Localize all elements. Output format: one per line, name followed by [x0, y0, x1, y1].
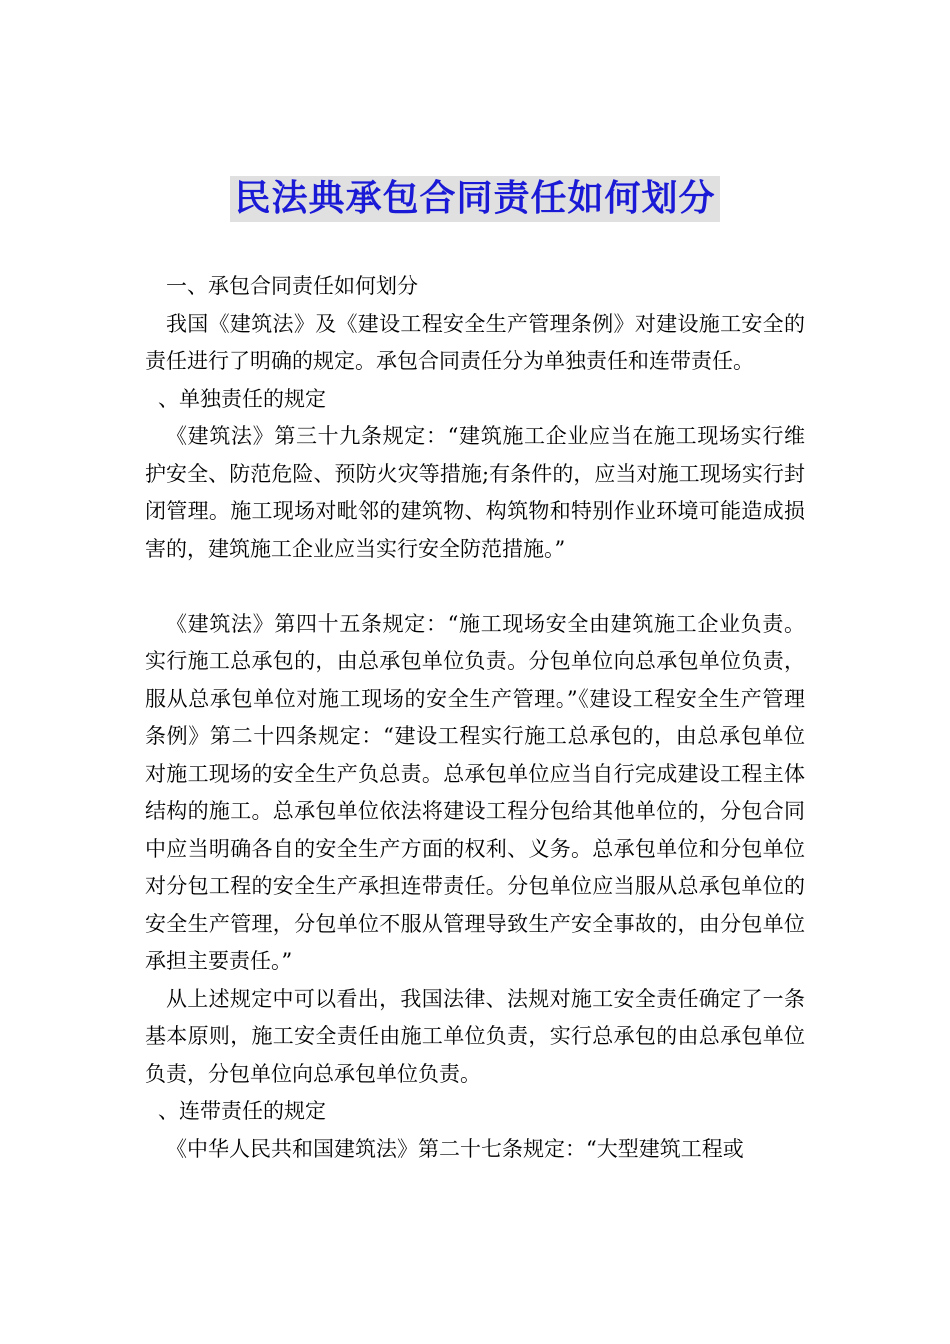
document-body: [145, 268, 805, 1168]
paragraph-article-27: 《中华人民共和国建筑法》第二十七条规定：“大型建筑工程或: [166, 1136, 744, 1161]
section-heading-joint-liability: 、连带责任的规定: [158, 1099, 326, 1123]
section-heading-sole-liability: 、单独责任的规定: [158, 386, 326, 411]
paragraph-article-39: 《建筑法》第三十九条规定：“建筑施工企业应当在施工现场实行维护安全、防范危险、预防火灾等措施;有条件的，应当对施工现场实行封闭管理。施工现场对毗邻的建筑物、构筑物和特别作业环境可能造成损害的，建筑施工企业应当实行安全防范措施。”: [145, 424, 805, 561]
title-container: [0, 176, 950, 222]
section-heading-1: 一、承包合同责任如何划分: [166, 274, 418, 298]
paragraph-intro: 我国《建筑法》及《建设工程安全生产管理条例》对建设施工安全的责任进行了明确的规定。承包合同责任分为单独责任和连带责任。: [145, 311, 805, 373]
paragraph-article-45: 《建筑法》第四十五条规定：“施工现场安全由建筑施工企业负责。实行施工总承包的，由总承包单位负责。分包单位向总承包单位负责，服从总承包单位对施工现场的安全生产管理。”《建设工程安全生产管理条例》第二十四条规定：“建设工程实行施工总承包的，由总承包单位对施工现场的安全生产负总责。总承包单位应当自行完成建设工程主体结构的施工。总承包单位依法将建设工程分包给其他单位的，分包合同中应当明确各自的安全生产方面的权利、义务。总承包单位和分包单位对分包工程的安全生产承担连带责任。分包单位应当服从总承包单位的安全生产管理，分包单位不服从管理导致生产安全事故的，由分包单位承担主要责任。”: [145, 611, 805, 973]
blank-line: [145, 568, 805, 606]
document-title: 民法典承包合同责任如何划分: [230, 176, 719, 222]
paragraph-summary: 从上述规定中可以看出，我国法律、法规对施工安全责任确定了一条基本原则，施工安全责任由施工单位负责，实行总承包的由总承包单位负责，分包单位向总承包单位负责。: [145, 986, 805, 1086]
